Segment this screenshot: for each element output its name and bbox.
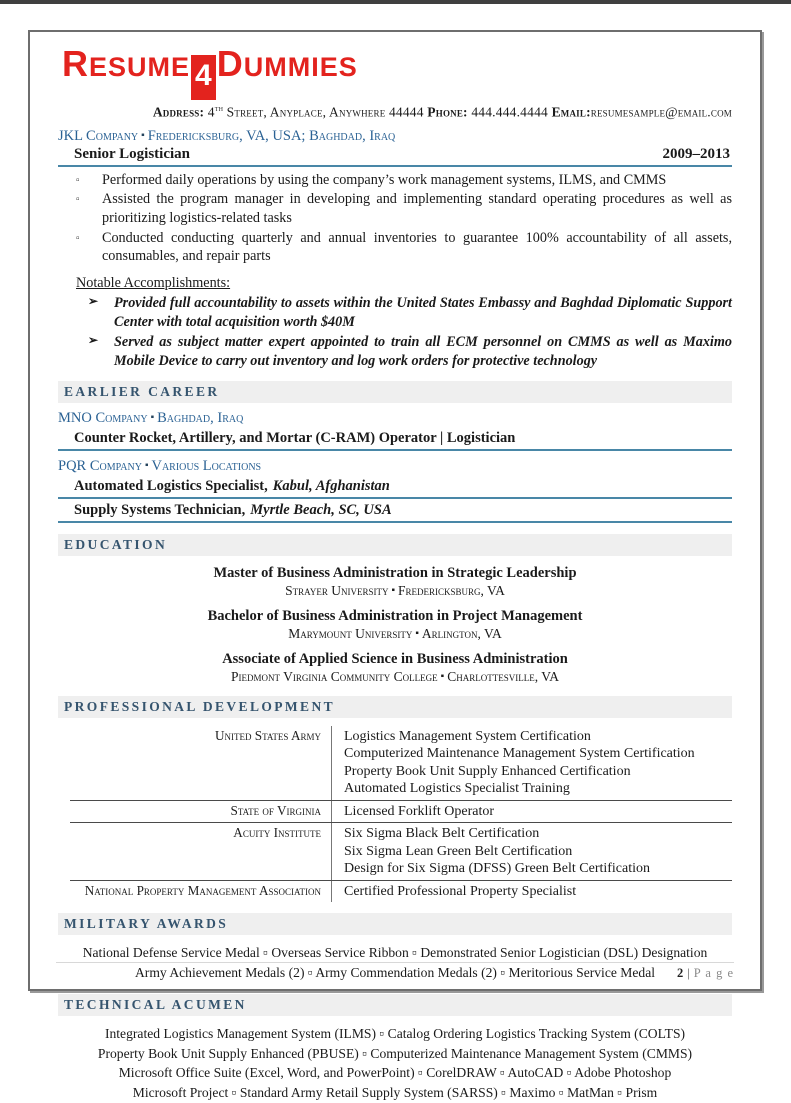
hollow-square-bullet-icon: ▫ (76, 194, 80, 206)
company-line-pqr (58, 458, 732, 475)
education-entry (58, 565, 732, 599)
square-bullet-icon: ▪ (415, 627, 419, 639)
school-name: Strayer University (285, 582, 389, 598)
square-bullet-icon: ▪ (141, 129, 145, 141)
job-bullet (58, 229, 732, 266)
education-entry (58, 608, 732, 642)
logo-word2-rest: UMMIES (243, 52, 358, 82)
accomplishment-item (58, 333, 732, 370)
issuing-organization: State of Virginia (70, 801, 332, 823)
section-heading-education: EDUCATION (58, 534, 732, 556)
school-line (58, 669, 732, 685)
section-heading-technical-acumen: TECHNICAL ACUMEN (58, 994, 732, 1016)
role-location: Kabul, Afghanistan (272, 477, 390, 494)
address-ordinal: th (214, 103, 224, 113)
certification-item: Property Book Unit Supply Enhanced Certification (344, 763, 631, 779)
table-row (70, 822, 732, 880)
role-row (58, 427, 732, 451)
page-word: P a g e (693, 966, 734, 980)
company-name: JKL Company (58, 127, 139, 144)
footer-separator: | (687, 966, 690, 980)
certification-list (332, 881, 732, 903)
contact-line (58, 103, 732, 121)
brand-logo (62, 43, 732, 100)
certification-item: Automated Logistics Specialist Training (344, 781, 570, 797)
job-title: Senior Logistician (74, 145, 190, 162)
certification-item: Computerized Maintenance Management System Certification (344, 746, 695, 762)
screen-top-edge (0, 0, 791, 4)
accomplishment-text: Served as subject matter expert appointed to train all ECM personnel on CMMS as well as Maximo Mobile Device to carry out inventory and log work orders for protective technology (114, 334, 732, 369)
school-location: Arlington, VA (421, 625, 502, 641)
company-name: MNO Company (58, 409, 148, 426)
school-location: Fredericksburg, VA (398, 582, 505, 598)
square-bullet-icon: ▪ (391, 584, 396, 596)
company-location: Fredericksburg, VA, USA; Baghdad, Iraq (147, 127, 396, 144)
notable-accomplishments-label: Notable Accomplishments: (76, 275, 231, 292)
school-name: Piedmont Virginia Community College (231, 668, 438, 684)
role-row (58, 499, 732, 523)
arrow-bullet-icon: ➢ (88, 333, 99, 348)
email-value: resumesample@email.com (590, 104, 732, 120)
degree-title: Associate of Applied Science in Business Administration (222, 650, 568, 667)
accomplishment-item (58, 294, 732, 331)
certification-item: Six Sigma Lean Green Belt Certification (344, 843, 573, 859)
job-bullet-text: Performed daily operations by using the company’s work management systems, ILMS, and CMMS (102, 171, 667, 188)
issuing-organization: National Property Management Association (70, 881, 332, 903)
logo-word1-initial: R (62, 43, 89, 84)
phone-label: Phone: (427, 104, 468, 120)
address-value: Street, Anyplace, Anywhere 44444 (223, 104, 424, 120)
certification-item: Logistics Management System Certification (344, 728, 591, 744)
role-location: Myrtle Beach, SC, USA (250, 501, 392, 518)
page-footer (56, 962, 734, 981)
address-number: 4 (207, 104, 215, 120)
professional-development-table (70, 726, 732, 903)
square-bullet-icon: ▪ (144, 459, 149, 471)
certification-item: Certified Professional Property Specialist (344, 883, 577, 899)
role-title: Counter Rocket, Artillery, and Mortar (C-RAM) Operator | Logistician (74, 429, 516, 446)
job-bullet (58, 190, 732, 227)
technical-acumen-list (58, 1024, 732, 1103)
skill-line: Property Book Unit Supply Enhanced (PBUSE) ▫ Computerized Maintenance Management System (CMMS) (97, 1045, 693, 1061)
table-row (70, 800, 732, 823)
role-title: Automated Logistics Specialist, (74, 477, 268, 494)
skill-line: Integrated Logistics Management System (ILMS) ▫ Catalog Ordering Logistics Tracking System (COLTS) (104, 1025, 686, 1041)
hollow-square-bullet-icon: ▫ (76, 174, 80, 186)
company-location: Various Locations (151, 457, 262, 474)
award-line: Army Achievement Medals (2) ▫ Army Commendation Medals (2) ▫ Meritorious Service Medal (134, 965, 656, 981)
accomplishment-list (58, 294, 732, 370)
table-row (70, 880, 732, 903)
certification-list (332, 823, 732, 880)
accomplishment-text: Provided full accountability to assets within the United States Embassy and Baghdad Diplomatic Support Center with total acquisition worth $40M (114, 295, 732, 330)
school-line (58, 626, 732, 642)
job-bullet-list (58, 171, 732, 267)
hollow-square-bullet-icon: ▫ (76, 232, 80, 244)
skill-line: Microsoft Project ▫ Standard Army Retail Supply System (SARSS) ▫ Maximo ▫ MatMan ▫ Prism (132, 1085, 658, 1100)
company-location: Baghdad, Iraq (157, 409, 244, 426)
section-heading-military-awards: MILITARY AWARDS (58, 913, 732, 935)
logo-number-box: 4 (191, 55, 216, 100)
logo-word1-rest: ESUME (89, 52, 191, 82)
role-row (58, 475, 732, 499)
square-bullet-icon: ▪ (150, 411, 155, 423)
phone-value: 444.444.4444 (471, 104, 548, 120)
education-entry (58, 651, 732, 685)
school-location: Charlottesville, VA (447, 668, 559, 684)
certification-item: Design for Six Sigma (DFSS) Green Belt Certification (344, 861, 651, 877)
company-line-jkl (58, 128, 732, 145)
certification-item: Licensed Forklift Operator (344, 803, 495, 819)
section-heading-professional-development: PROFESSIONAL DEVELOPMENT (58, 696, 732, 718)
award-line: National Defense Service Medal ▫ Overseas Service Ribbon ▫ Demonstrated Senior Logistician (DSL) Designation (82, 945, 708, 961)
job-title-row (58, 145, 732, 167)
email-label: Email: (551, 104, 591, 120)
certification-item: Six Sigma Black Belt Certification (344, 826, 540, 842)
school-line (58, 583, 732, 599)
job-bullet (58, 171, 732, 190)
degree-title: Bachelor of Business Administration in Project Management (207, 607, 583, 624)
company-line-mno (58, 410, 732, 427)
table-row (70, 726, 732, 800)
page-number: 2 (677, 966, 684, 980)
certification-list (332, 801, 732, 823)
arrow-bullet-icon: ➢ (88, 294, 99, 309)
skill-line: Microsoft Office Suite (Excel, Word, and PowerPoint) ▫ CorelDRAW ▫ AutoCAD ▫ Adobe Photoshop (118, 1065, 672, 1081)
square-bullet-icon: ▪ (440, 670, 445, 682)
degree-title: Master of Business Administration in Strategic Leadership (213, 564, 577, 581)
company-name: PQR Company (58, 457, 142, 474)
logo-word2-initial: D (216, 43, 244, 84)
section-heading-earlier-career: EARLIER CAREER (58, 381, 732, 403)
job-dates: 2009–2013 (662, 145, 730, 162)
certification-list (332, 726, 732, 800)
school-name: Marymount University (288, 625, 413, 641)
issuing-organization: United States Army (70, 726, 332, 800)
resume-page (28, 30, 762, 1100)
issuing-organization: Acuity Institute (70, 823, 332, 880)
role-title: Supply Systems Technician, (74, 501, 246, 518)
address-label: Address: (152, 104, 205, 120)
job-bullet-text: Conducted conducting quarterly and annual inventories to guarantee 100% accountability of all assets, consumables, and repair parts (102, 229, 732, 265)
job-bullet-text: Assisted the program manager in developing and implementing standard operating procedures as well as prioritizing logistics-related tasks (102, 191, 732, 226)
